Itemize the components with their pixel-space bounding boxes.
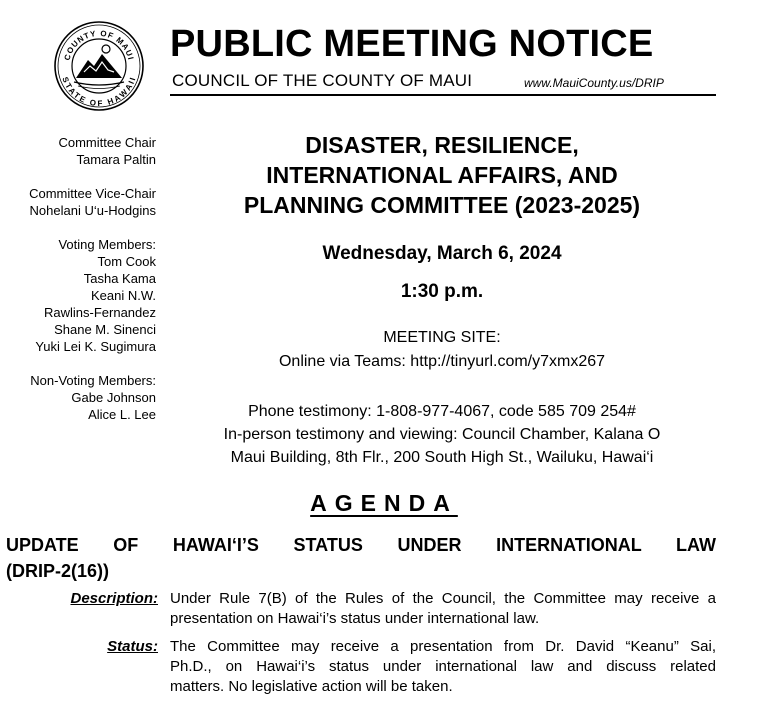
chair-name: Tamara Paltin [76, 152, 156, 167]
county-seal-logo [54, 16, 144, 120]
chair-label: Committee Chair [58, 135, 156, 150]
voting-member: Tasha Kama [83, 271, 156, 286]
committee-members [0, 134, 156, 423]
committee-name-line: PLANNING COMMITTEE (2023-2025) [243, 192, 641, 218]
meeting-site [168, 326, 716, 374]
voting-member: Keani N.W. [90, 288, 156, 303]
voting-members-label: Voting Members: [58, 237, 156, 252]
in-person-testimony-line: Maui Building, 8th Flr., 200 South High St., Wailuku, Hawai‘i [230, 449, 654, 466]
description-line: Under Rule 7(B) of the Rules of the Council, the Committee may receive a [170, 590, 716, 607]
voting-member: Shane M. Sinenci [54, 322, 156, 337]
agenda-item-code: (DRIP-2(16)) [6, 561, 110, 581]
notice-title: PUBLIC MEETING NOTICE [170, 23, 654, 65]
meeting-date: Wednesday, March 6, 2024 [322, 243, 562, 264]
non-voting-member: Gabe Johnson [71, 390, 156, 405]
committee-name [168, 130, 716, 220]
status-line: matters. No legislative action will be taken. [170, 678, 453, 695]
meeting-time: 1:30 p.m. [400, 281, 484, 302]
meeting-site-label: MEETING SITE: [383, 329, 501, 346]
agenda-item-title [6, 532, 716, 584]
testimony-info [168, 400, 716, 469]
non-voting-member: Alice L. Lee [88, 407, 156, 422]
agenda-heading: AGENDA [310, 490, 458, 516]
description-line: presentation on Hawai‘i’s status under international law. [170, 610, 540, 627]
vice-chair-name: Nohelani U‘u-Hodgins [29, 203, 156, 218]
status-line: Ph.D., on Hawai‘i’s status under international law and discuss related [170, 658, 716, 675]
header-divider [170, 94, 716, 96]
description-label: Description: [70, 590, 158, 607]
voting-member: Rawlins-Fernandez [44, 305, 156, 320]
council-name: COUNCIL OF THE COUNTY OF MAUI [172, 71, 473, 90]
committee-name-line: DISASTER, RESILIENCE, [305, 132, 579, 158]
committee-name-line: INTERNATIONAL AFFAIRS, AND [266, 162, 618, 188]
status-text [170, 637, 716, 697]
status-label: Status: [107, 638, 158, 655]
voting-member: Tom Cook [97, 254, 156, 269]
vice-chair-label: Committee Vice-Chair [29, 186, 156, 201]
svg-text:COUNTY OF MAUI: COUNTY OF MAUI [62, 28, 136, 62]
svg-text:STATE OF HAWAII: STATE OF HAWAII [60, 75, 138, 109]
non-voting-members-label: Non-Voting Members: [30, 373, 156, 388]
voting-member: Yuki Lei K. Sugimura [35, 339, 156, 354]
status-line: The Committee may receive a presentation from Dr. David “Keanu” Sai, [170, 638, 716, 655]
description-text [170, 589, 716, 629]
in-person-testimony-line: In-person testimony and viewing: Council Chamber, Kalana O [223, 426, 661, 443]
online-teams-link[interactable]: Online via Teams: http://tinyurl.com/y7xmx267 [278, 353, 606, 370]
agenda-item-title-line: UPDATE OF HAWAI‘I’S STATUS UNDER INTERNATIONAL LAW [6, 535, 716, 555]
website-link[interactable]: www.MauiCounty.us/DRIP [524, 76, 664, 90]
phone-testimony: Phone testimony: 1-808-977-4067, code 585 709 254# [248, 403, 636, 420]
